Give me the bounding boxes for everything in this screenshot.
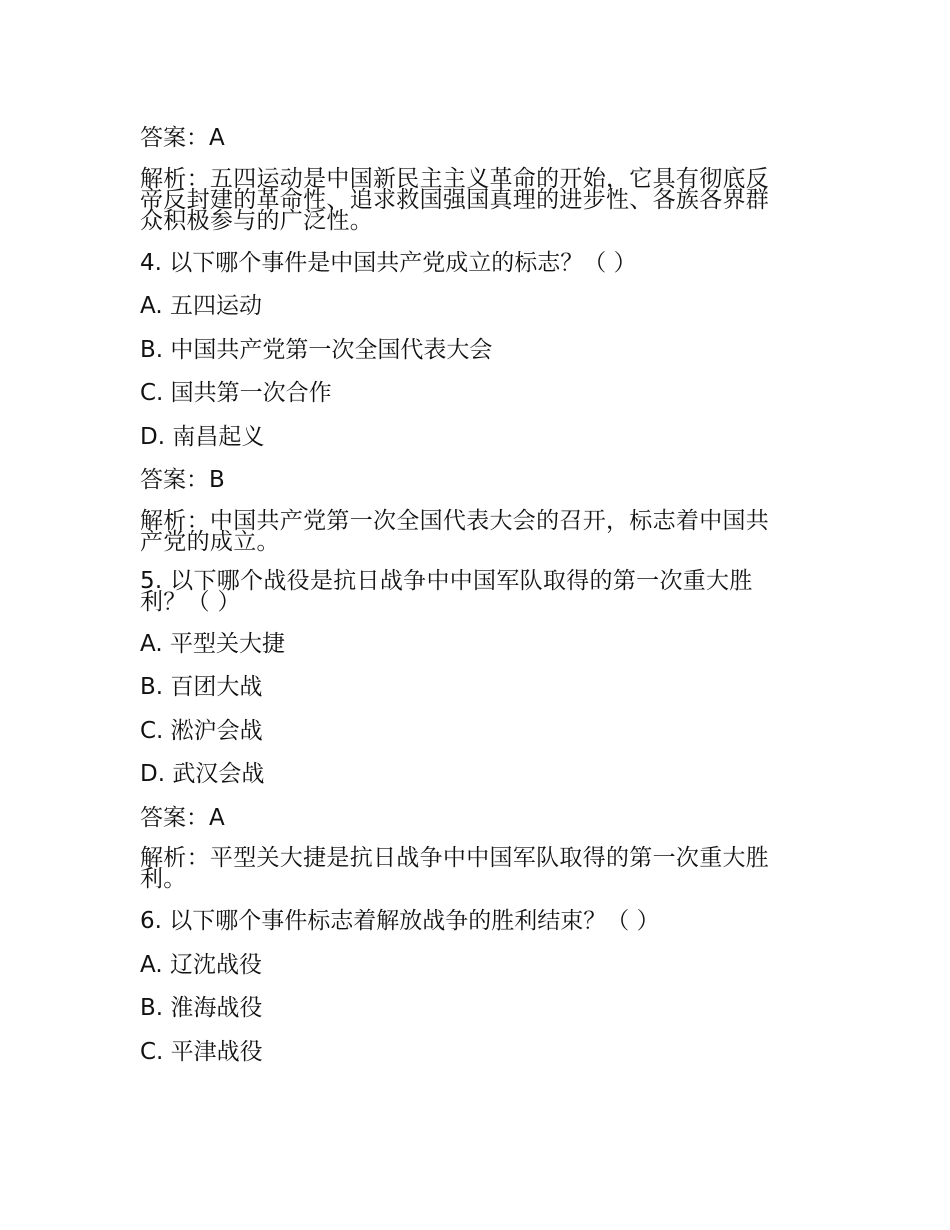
text-line: 解析：平型关大捷是抗日战争中中国军队取得的第一次重大胜	[140, 845, 770, 871]
question-4: 4. 以下哪个事件是中国共产党成立的标志？（ ）	[140, 249, 637, 276]
text-line: 帝反封建的革命性、追求救国强国真理的进步性、各族各界群	[140, 186, 770, 213]
text-line: 利。	[140, 866, 187, 892]
answer-line: 答案：B	[140, 467, 225, 493]
option-b: B. 淮海战役	[140, 995, 263, 1021]
text-line: 产党的成立。	[140, 528, 280, 555]
answer-line: 答案：A	[140, 125, 225, 151]
option-a: A. 五四运动	[140, 293, 262, 319]
option-d: D. 武汉会战	[140, 761, 265, 787]
text-line: 解析：中国共产党第一次全国代表大会的召开，标志着中国共	[140, 507, 770, 534]
answer-line: 答案：A	[140, 804, 225, 831]
text-line: 利？（ ）	[140, 588, 241, 615]
option-b: B. 中国共产党第一次全国代表大会	[140, 336, 493, 363]
option-b: B. 百团大战	[140, 674, 263, 700]
explanation-paragraph	[140, 845, 812, 892]
question-6: 6. 以下哪个事件标志着解放战争的胜利结束？（ ）	[140, 908, 660, 934]
option-d: D. 南昌起义	[140, 423, 265, 450]
option-c: C. 平津战役	[140, 1038, 263, 1065]
question-5	[140, 567, 812, 615]
text-line: 5. 以下哪个战役是抗日战争中中国军队取得的第一次重大胜	[140, 567, 753, 594]
explanation-paragraph	[140, 507, 812, 555]
option-a: A. 辽沈战役	[140, 951, 262, 978]
text-line: 解析：五四运动是中国新民主主义革命的开始，它具有彻底反	[140, 165, 770, 192]
text-line: 众积极参与的广泛性。	[140, 207, 373, 234]
explanation-paragraph	[140, 165, 812, 234]
option-c: C. 淞沪会战	[140, 717, 263, 744]
option-c: C. 国共第一次合作	[140, 380, 332, 406]
document-page	[140, 125, 812, 1082]
option-a: A. 平型关大捷	[140, 630, 285, 657]
